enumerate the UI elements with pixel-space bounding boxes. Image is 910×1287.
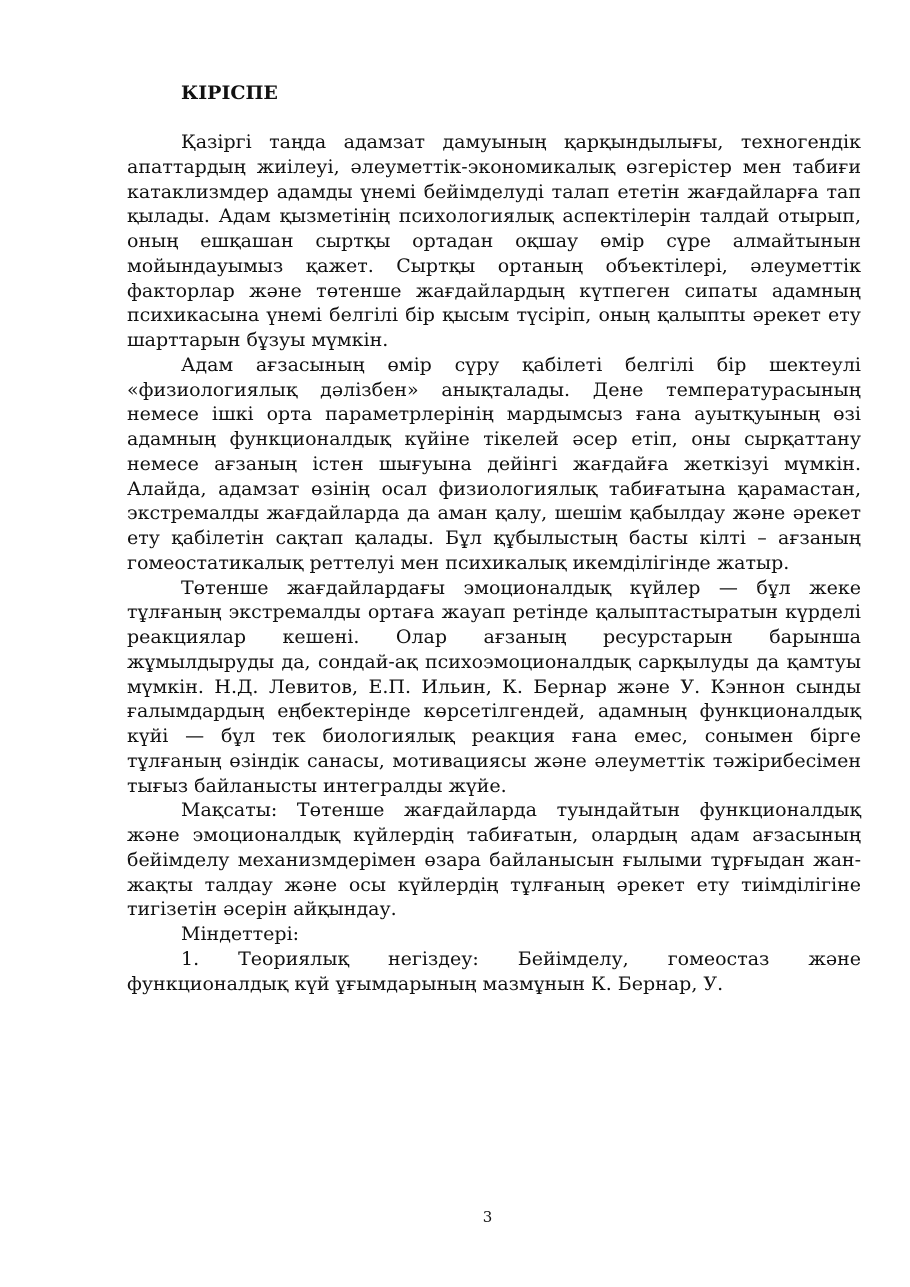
paragraph-intro: Қазіргі таңда адамзат дамуының қарқындылығы, техногендік апаттардың жиілеуі, әлеуметтік-экономикалық өзгерістер мен табиғи катаклизмдер адамды үнемі бейімделуді талап ететін жағдайларға тап қылады. Адам қызметінің психологиялық аспектілерін талдай отырып, оның ешқашан сыртқы ортадан оқшау өмір сүре алмайтынын мойындауымыз қажет. Сыртқы ортаның объектілері, әлеуметтік факторлар және төтенше жағдайлардың күтпеген сипаты адамның психикасына үнемі белгілі бір қысым түсіріп, оның қалыпты әрекет ету шарттарын бұзуы мүмкін. [127, 131, 861, 351]
paragraph-physiology: Адам ағзасының өмір сүру қабілеті белгілі бір шектеулі «физиологиялық дәлізбен» анықталады. Дене температурасының немесе ішкі орта параметрлерінің мардымсыз ғана ауытқуының өзі адамның функционалдық күйіне тікелей әсер етіп, оны сырқаттану немесе ағзаның істен шығуына дейінгі жағдайға жеткізуі мүмкін. Алайда, адамзат өзінің осал физиологиялық табиғатына қарамастан, экстремалды жағдайларда да аман қалу, шешім қабылдау және әрекет ету қабілетін сақтап қалады. Бұл құбылыстың басты кілті – ағзаның гомеостатикалық реттелуі мен психикалық икемділігінде жатыр. [127, 353, 861, 574]
section-heading: КІРІСПЕ [181, 82, 278, 104]
paragraph-task-1: 1. Теориялық негіздеу: Бейімделу, гомеостаз және функционалдық күй ұғымдарының мазмұнын К. Бернар, У. [127, 947, 861, 995]
paragraph-tasks-label: Міндеттері: [181, 923, 300, 945]
page-number: 3 [482, 1208, 493, 1226]
paragraph-goal: Мақсаты: Төтенше жағдайларда туындайтын функционалдық және эмоционалдық күйлердің табиғатын, олардың адам ағзасының бейімделу механизмдерімен өзара байланысын ғылыми тұрғыдан жан-жақты талдау және осы күйлердің тұлғаның әрекет ету тиімділігіне тигізетін әсерін айқындау. [127, 799, 861, 921]
document-body [127, 80, 861, 996]
paragraph-emotional-states: Төтенше жағдайлардағы эмоционалдық күйлер — бұл жеке тұлғаның экстремалды ортаға жауап ретінде қалыптастыратын күрделі реакциялар кешені. Олар ағзаның ресурстарын барынша жұмылдыруды да, сондай-ақ психоэмоционалдық сарқылуды да қамтуы мүмкін. Н.Д. Левитов, Е.П. Ильин, К. Бернар және У. Кэннон сынды ғалымдардың еңбектерінде көрсетілгендей, адамның функционалдық күйі — бұл тек биологиялық реакция ғана емес, сонымен бірге тұлғаның өзіндік санасы, мотивациясы және әлеуметтік тәжірибесімен тығыз байланысты интегралды жүйе. [127, 576, 861, 797]
